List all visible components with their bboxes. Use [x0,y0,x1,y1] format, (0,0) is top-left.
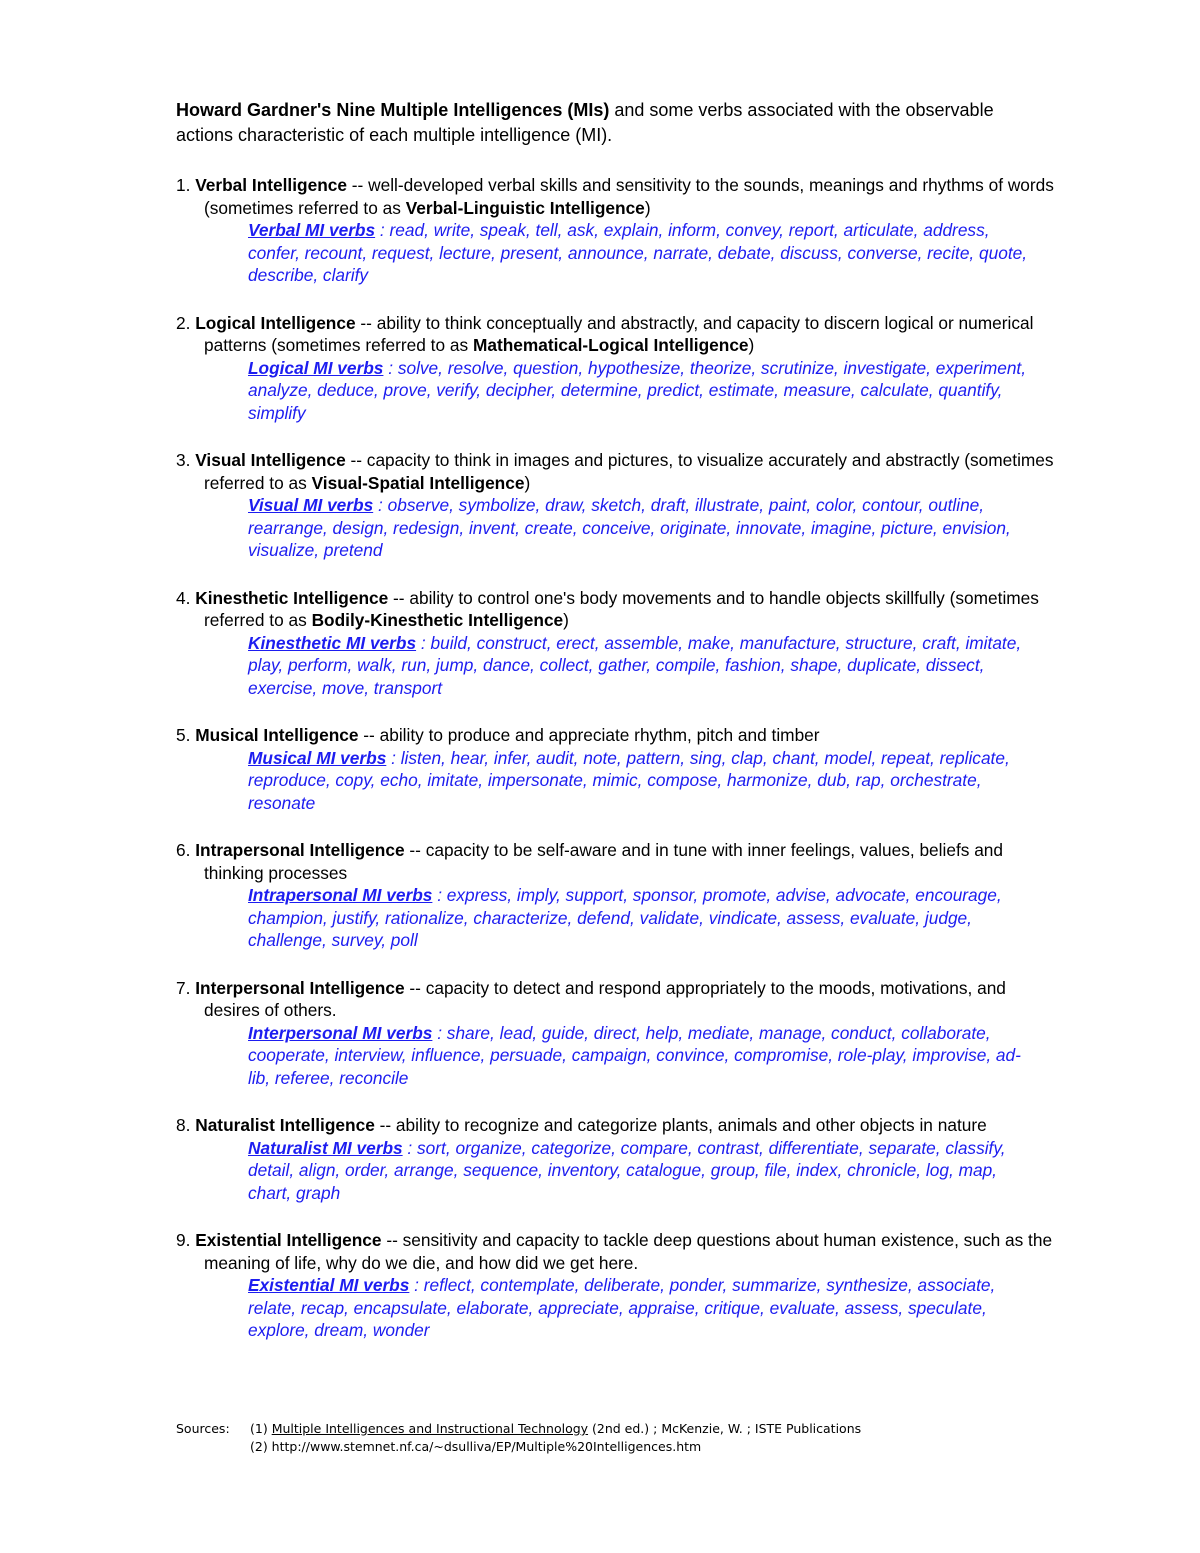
intelligence-name: Verbal Intelligence [195,175,347,195]
mi-verbs-list: listen, hear, infer, audit, note, pattern, sing, clap, chant, model, repeat, replicate, reproduce, copy, echo, imitate, impersonate, mimic, compose, harmonize, dub, rap, orchestrate, resonate [248,747,1010,813]
intelligence-number: 2. [176,312,196,333]
intelligence-name: Musical Intelligence [195,725,359,745]
mi-verbs [248,1274,1038,1342]
mi-verbs [248,747,1038,815]
intelligence-section [176,174,1056,287]
intelligence-number: 7. [176,977,196,998]
title-rest: and some verbs associated with the observable actions characteristic of each multiple intelligence (MI). [176,100,994,145]
intelligence-definition [176,724,1056,747]
source-2: (2) http://www.stemnet.nf.ca/~dsulliva/EP/Multiple%20Intelligences.htm [250,1439,702,1454]
mi-verbs [248,884,1038,952]
intelligence-alt-close: ) [563,610,569,630]
intelligence-number: 3. [176,450,196,470]
intelligence-description: -- ability to control one's body movements and to handle objects skillfully (sometimes referred to as [204,587,1039,630]
intelligence-section [176,312,1056,425]
mi-verbs-separator: : [409,1275,424,1295]
intelligence-definition [176,839,1056,884]
intelligence-section [176,1114,1056,1204]
intelligence-description: -- capacity to be self-aware and in tune with inner feelings, values, beliefs and thinking processes [204,840,1004,883]
mi-verbs [248,1022,1038,1090]
mi-verbs [248,357,1038,425]
mi-verbs-label: Naturalist MI verbs [248,1137,403,1158]
mi-verbs-list: solve, resolve, question, hypothesize, theorize, scrutinize, investigate, experiment, analyze, deduce, prove, verify, decipher, determine, predict, estimate, measure, calculate, quantify, simplify [248,357,1027,423]
intelligence-description: -- capacity to think in images and pictures, to visualize accurately and abstractly (sometimes referred to as [204,450,1054,493]
mi-verbs-label: Intrapersonal MI verbs [248,885,433,905]
intelligence-description: -- ability to produce and appreciate rhythm, pitch and timber [358,725,820,745]
mi-verbs-label: Kinesthetic MI verbs [248,632,417,653]
mi-verbs [248,219,1038,287]
mi-verbs-separator: : [383,357,398,378]
intelligence-number: 8. [176,1115,196,1135]
intelligence-name: Naturalist Intelligence [195,1115,375,1135]
mi-verbs-label: Visual MI verbs [248,495,374,515]
intelligence-number: 1. [176,175,196,195]
mi-verbs-list: sort, organize, categorize, compare, contrast, differentiate, separate, classify, detail, align, order, arrange, sequence, inventory, catalogue, group, file, index, chronicle, log, map, chart, graph [248,1137,1006,1203]
intelligence-description: -- sensitivity and capacity to tackle deep questions about human existence, such as the meaning of life, why do we die, and how did we get here. [204,1230,1053,1273]
intelligence-alt-close: ) [748,335,755,355]
mi-verbs-label: Musical MI verbs [248,747,387,768]
intelligence-number: 6. [176,840,196,860]
intelligence-alt-close: ) [644,197,651,218]
intelligence-alt-name: Verbal-Linguistic Intelligence [405,197,645,218]
intelligence-number: 9. [176,1230,196,1250]
source-1-rest: (2nd ed.) ; McKenzie, W. ; ISTE Publications [588,1421,862,1436]
intelligence-definition [176,1229,1056,1274]
document-title [176,98,1036,148]
intelligence-section [176,1229,1056,1342]
mi-verbs-list: read, write, speak, tell, ask, explain, inform, convey, report, articulate, address, confer, recount, request, lecture, present, announce, narrate, debate, discuss, converse, recite, quote, describe, clarify [248,220,1028,285]
intelligence-definition [176,449,1056,494]
intelligence-definition [176,977,1056,1022]
mi-verbs-separator: : [432,885,447,905]
mi-verbs-separator: : [386,747,401,768]
mi-verbs-list: reflect, contemplate, deliberate, ponder, summarize, synthesize, associate, relate, recap, encapsulate, elaborate, appreciate, appraise, critique, evaluate, assess, speculate, explore, dream, wonder [248,1275,996,1340]
mi-verbs-list: share, lead, guide, direct, help, mediate, manage, conduct, collaborate, cooperate, interview, influence, persuade, campaign, convince, compromise, role-play, improvise, ad-lib, referee, reconcile [248,1022,1021,1088]
intelligence-description: -- ability to recognize and categorize plants, animals and other objects in nature [374,1115,987,1135]
sources-list [250,1420,861,1456]
intelligence-name: Interpersonal Intelligence [195,977,405,998]
intelligence-name: Visual Intelligence [195,450,346,470]
intelligence-alt-close: ) [524,472,531,493]
intelligence-definition [176,174,1056,219]
intelligence-section [176,449,1056,562]
mi-verbs-label: Interpersonal MI verbs [248,1022,433,1043]
intelligence-number: 4. [176,587,196,608]
mi-verbs [248,632,1038,700]
sources [176,1420,861,1456]
title-bold: Howard Gardner's Nine Multiple Intelligences (MIs) [176,100,610,120]
intelligence-description: -- ability to think conceptually and abstractly, and capacity to discern logical or numerical patterns (sometimes referred to as [204,312,1034,355]
source-1-prefix: (1) [250,1421,272,1436]
intelligence-section [176,587,1056,700]
sources-label: Sources: [176,1421,230,1436]
mi-verbs-separator: : [373,495,388,515]
intelligence-alt-name: Mathematical-Logical Intelligence [472,335,749,355]
mi-verbs-separator: : [432,1022,447,1043]
intelligence-alt-name: Bodily-Kinesthetic Intelligence [311,610,564,630]
source-1 [250,1420,861,1438]
intelligence-list [176,174,1056,1367]
source-1-title: Multiple Intelligences and Instructional Technology [271,1421,589,1436]
intelligence-description: -- well-developed verbal skills and sensitivity to the sounds, meanings and rhythms of words (sometimes referred to as [204,175,1054,218]
intelligence-definition [176,312,1056,357]
mi-verbs-list: express, imply, support, sponsor, promote, advise, advocate, encourage, champion, justify, rationalize, characterize, defend, validate, vindicate, assess, evaluate, judge, challenge, survey, poll [248,885,1002,950]
intelligence-number: 5. [176,725,196,745]
intelligence-definition [176,1114,1056,1137]
mi-verbs-separator: : [416,632,431,653]
mi-verbs-label: Verbal MI verbs [248,220,376,240]
mi-verbs-separator: : [375,220,390,240]
intelligence-alt-name: Visual-Spatial Intelligence [311,472,525,493]
intelligence-name: Logical Intelligence [195,312,356,333]
intelligence-name: Kinesthetic Intelligence [195,587,389,608]
intelligence-definition [176,587,1056,632]
mi-verbs-list: build, construct, erect, assemble, make, manufacture, structure, craft, imitate, play, perform, walk, run, jump, dance, collect, gather, compile, fashion, shape, duplicate, dissect, exercise, move, transport [248,632,1022,698]
intelligence-description: -- capacity to detect and respond appropriately to the moods, motivations, and desires of others. [204,977,1006,1020]
mi-verbs [248,494,1038,562]
intelligence-section [176,839,1056,952]
intelligence-name: Existential Intelligence [195,1230,382,1250]
mi-verbs-label: Existential MI verbs [248,1275,410,1295]
intelligence-section [176,977,1056,1090]
intelligence-section [176,724,1056,814]
mi-verbs-separator: : [402,1137,418,1158]
mi-verbs [248,1137,1038,1205]
intelligence-name: Intrapersonal Intelligence [195,840,405,860]
mi-verbs-label: Logical MI verbs [248,357,384,378]
mi-verbs-list: observe, symbolize, draw, sketch, draft, illustrate, paint, color, contour, outline, rearrange, design, redesign, invent, create, conceive, originate, innovate, imagine, picture, envision, visualize, pretend [248,495,1011,560]
